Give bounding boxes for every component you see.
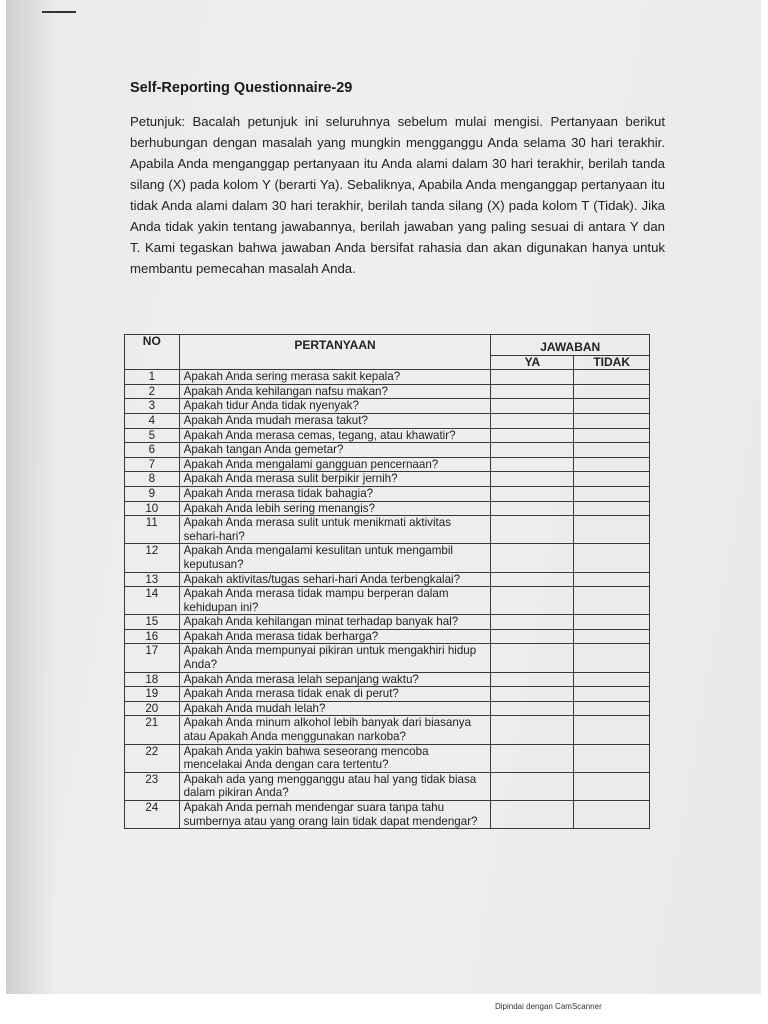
answer-ya-cell[interactable] [491,370,574,385]
row-question: Apakah Anda kehilangan nafsu makan? [179,384,491,399]
table-row [125,486,650,501]
table-row [125,428,650,443]
row-question: Apakah Anda lebih sering menangis? [179,501,491,516]
answer-ya-cell[interactable] [491,716,574,744]
row-number: 12 [125,544,180,572]
table-row [125,615,650,630]
row-question: Apakah tidur Anda tidak nyenyak? [179,399,491,414]
row-question: Apakah Anda merasa cemas, tegang, atau khawatir? [179,428,491,443]
table-row [125,384,650,399]
answer-tidak-cell[interactable] [574,399,650,414]
answer-ya-cell[interactable] [491,801,574,829]
table-row [125,544,650,572]
answer-tidak-cell[interactable] [574,629,650,644]
answer-ya-cell[interactable] [491,744,574,772]
answer-ya-cell[interactable] [491,443,574,458]
row-question: Apakah Anda merasa tidak bahagia? [179,486,491,501]
answer-ya-cell[interactable] [491,615,574,630]
instructions-paragraph: Petunjuk: Bacalah petunjuk ini seluruhnya sebelum mulai mengisi. Pertanyaan berikut berhubungan dengan masalah yang mungkin mengganggu Anda selama 30 hari terakhir. Apabila Anda menganggap pertanyaan itu Anda alami dalam 30 hari terakhir, berilah tanda silang (X) pada kolom Y (berarti Ya). Sebaliknya, Apabila Anda menganggap pertanyaan itu tidak Anda alami dalam 30 hari terakhir, berilah tanda silang (X) pada kolom T (Tidak). Jika Anda tidak yakin tentang jawabannya, berilah jawaban yang paling sesuai di antara Y dan T. Kami tegaskan bahwa jawaban Anda bersifat rahasia dan akan digunakan hanya untuk membantu pemecahan masalah Anda. [130,114,665,276]
row-question: Apakah Anda merasa tidak berharga? [179,629,491,644]
table-row [125,587,650,615]
answer-tidak-cell[interactable] [574,615,650,630]
row-question: Apakah Anda yakin bahwa seseorang mencoba mencelakai Anda dengan cara tertentu? [179,744,491,772]
row-number: 6 [125,443,180,458]
answer-ya-cell[interactable] [491,687,574,702]
row-question: Apakah Anda mempunyai pikiran untuk mengakhiri hidup Anda? [179,644,491,672]
header-question: PERTANYAAN [179,335,491,370]
row-number: 22 [125,744,180,772]
answer-ya-cell[interactable] [491,384,574,399]
row-question: Apakah Anda merasa tidak enak di perut? [179,687,491,702]
row-question: Apakah Anda mudah lelah? [179,701,491,716]
header-yes: YA [491,355,574,370]
table-row [125,629,650,644]
answer-tidak-cell[interactable] [574,370,650,385]
row-question: Apakah Anda merasa lelah sepanjang waktu? [179,672,491,687]
answer-tidak-cell[interactable] [574,701,650,716]
row-number: 7 [125,457,180,472]
row-number: 24 [125,801,180,829]
answer-tidak-cell[interactable] [574,486,650,501]
table-row [125,399,650,414]
row-number: 21 [125,716,180,744]
answer-ya-cell[interactable] [491,428,574,443]
header-no: NO [125,335,180,370]
row-number: 3 [125,399,180,414]
questionnaire-table [124,334,650,829]
row-question: Apakah Anda merasa sulit untuk menikmati aktivitas sehari-hari? [179,516,491,544]
answer-tidak-cell[interactable] [574,716,650,744]
row-number: 19 [125,687,180,702]
row-number: 15 [125,615,180,630]
row-question: Apakah Anda mudah merasa takut? [179,413,491,428]
row-question: Apakah tangan Anda gemetar? [179,443,491,458]
answer-tidak-cell[interactable] [574,587,650,615]
answer-ya-cell[interactable] [491,516,574,544]
answer-tidak-cell[interactable] [574,687,650,702]
row-question: Apakah Anda mengalami kesulitan untuk mengambil keputusan? [179,544,491,572]
scanner-footer: Dipindai dengan CamScanner [495,1002,602,1011]
answer-tidak-cell[interactable] [574,472,650,487]
row-number: 13 [125,572,180,587]
answer-ya-cell[interactable] [491,413,574,428]
document-title: Self-Reporting Questionnaire-29 [130,80,353,96]
answer-ya-cell[interactable] [491,587,574,615]
answer-ya-cell[interactable] [491,457,574,472]
row-question: Apakah Anda minum alkohol lebih banyak dari biasanya atau Apakah Anda menggunakan narkoba? [179,716,491,744]
row-number: 4 [125,413,180,428]
row-number: 10 [125,501,180,516]
answer-tidak-cell[interactable] [574,572,650,587]
row-question: Apakah Anda pernah mendengar suara tanpa tahu sumbernya atau yang orang lain tidak dapat mendengar? [179,801,491,829]
header-answer: JAWABAN [491,335,650,356]
table-row [125,716,650,744]
answer-tidak-cell[interactable] [574,443,650,458]
row-question: Apakah Anda sering merasa sakit kepala? [179,370,491,385]
answer-ya-cell[interactable] [491,772,574,800]
table-row [125,701,650,716]
row-number: 8 [125,472,180,487]
row-number: 16 [125,629,180,644]
table-row [125,472,650,487]
answer-ya-cell[interactable] [491,629,574,644]
row-question: Apakah Anda kehilangan minat terhadap banyak hal? [179,615,491,630]
answer-tidak-cell[interactable] [574,744,650,772]
table-row [125,801,650,829]
table-row [125,457,650,472]
row-number: 11 [125,516,180,544]
answer-tidak-cell[interactable] [574,413,650,428]
answer-tidak-cell[interactable] [574,457,650,472]
page-shadow [6,0,56,994]
scanned-page [6,0,761,994]
answer-tidak-cell[interactable] [574,644,650,672]
answer-tidak-cell[interactable] [574,544,650,572]
row-number: 2 [125,384,180,399]
answer-tidak-cell[interactable] [574,772,650,800]
table-row [125,501,650,516]
edge-mark [42,11,76,13]
table-row [125,772,650,800]
row-number: 5 [125,428,180,443]
row-question: Apakah aktivitas/tugas sehari-hari Anda terbengkalai? [179,572,491,587]
table-row [125,687,650,702]
answer-ya-cell[interactable] [491,644,574,672]
table-row [125,413,650,428]
answer-ya-cell[interactable] [491,544,574,572]
table-row [125,644,650,672]
answer-ya-cell[interactable] [491,672,574,687]
answer-tidak-cell[interactable] [574,672,650,687]
answer-tidak-cell[interactable] [574,516,650,544]
table-row [125,516,650,544]
row-number: 18 [125,672,180,687]
row-number: 1 [125,370,180,385]
answer-ya-cell[interactable] [491,501,574,516]
answer-ya-cell[interactable] [491,572,574,587]
header-tidak: TIDAK [574,355,650,370]
table-row [125,744,650,772]
answer-ya-cell[interactable] [491,472,574,487]
table-body [125,370,650,829]
answer-tidak-cell[interactable] [574,428,650,443]
answer-tidak-cell[interactable] [574,384,650,399]
row-question: Apakah ada yang mengganggu atau hal yang tidak biasa dalam pikiran Anda? [179,772,491,800]
row-question: Apakah Anda mengalami gangguan pencernaan? [179,457,491,472]
answer-ya-cell[interactable] [491,486,574,501]
row-question: Apakah Anda merasa sulit berpikir jernih? [179,472,491,487]
row-question: Apakah Anda merasa tidak mampu berperan dalam kehidupan ini? [179,587,491,615]
answer-ya-cell[interactable] [491,701,574,716]
row-number: 23 [125,772,180,800]
row-number: 20 [125,701,180,716]
row-number: 17 [125,644,180,672]
table-row [125,370,650,385]
row-number: 14 [125,587,180,615]
answer-tidak-cell[interactable] [574,501,650,516]
row-number: 9 [125,486,180,501]
table-row [125,572,650,587]
answer-tidak-cell[interactable] [574,801,650,829]
table-row [125,672,650,687]
table-row [125,443,650,458]
table-header-row [125,335,650,356]
answer-ya-cell[interactable] [491,399,574,414]
